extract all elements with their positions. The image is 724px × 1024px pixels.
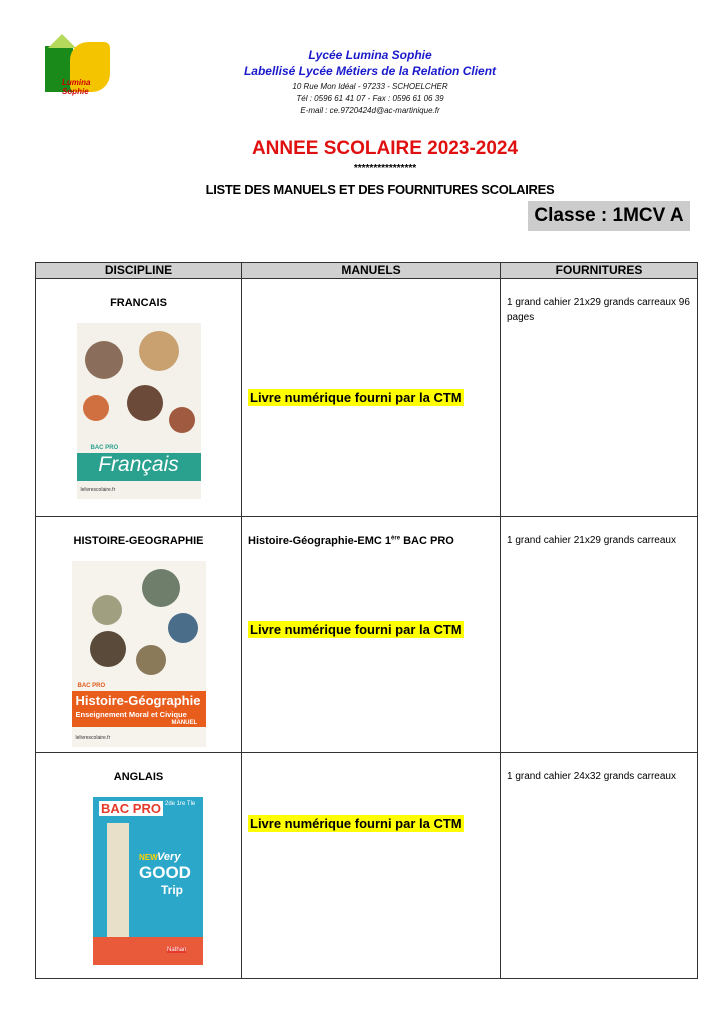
manual-digital-note: Livre numérique fourni par la CTM <box>250 816 462 831</box>
book-cover-francais: BAC PRO Français lelivrescolaire.fr <box>77 323 201 499</box>
table-row <box>36 517 698 753</box>
phone: Tél : 0596 61 41 07 - Fax : 0596 61 06 39 <box>296 94 444 103</box>
discipline-name: FRANCAIS <box>110 297 167 309</box>
table-header-row <box>36 263 698 279</box>
address: 10 Rue Mon Idéal - 97233 - SCHOELCHER <box>292 82 448 91</box>
class-label: Classe : 1MCV A <box>528 201 690 231</box>
manual-digital-note: Livre numérique fourni par la CTM <box>250 389 462 405</box>
supplies-table <box>35 262 698 979</box>
stars-divider: **************** <box>353 163 417 174</box>
school-year-title: ANNEE SCOLAIRE 2023-2024 <box>251 138 519 159</box>
header-fournitures: FOURNITURES <box>501 263 698 279</box>
table-row <box>36 753 698 979</box>
list-subtitle: LISTE DES MANUELS ET DES FOURNITURES SCOLAIRES <box>205 182 555 197</box>
school-name: Lycée Lumina Sophie <box>308 48 432 62</box>
manual-title: Histoire-Géographie-EMC 1ère BAC PRO <box>248 535 454 547</box>
email: E-mail : ce.9720424d@ac-martinique.fr <box>300 106 440 115</box>
discipline-name: HISTOIRE-GEOGRAPHIE <box>73 535 204 547</box>
header-discipline: DISCIPLINE <box>36 263 242 279</box>
book-cover-anglais: BAC PRO 2de 1re Tle NEW Very GOOD Trip Nathan <box>93 797 203 965</box>
manual-digital-note: Livre numérique fourni par la CTM <box>250 622 462 637</box>
table-row <box>36 279 698 517</box>
book-cover-histoire-geographie: BAC PRO Histoire-Géographie Enseignement Moral et Civique MANUEL lelivrescolaire.fr <box>72 561 206 747</box>
school-label: Labellisé Lycée Métiers de la Relation Client <box>243 64 497 78</box>
discipline-name: ANGLAIS <box>113 771 164 783</box>
supplies-text: 1 grand cahier 21x29 grands carreaux 96 pages <box>507 297 690 323</box>
supplies-text: 1 grand cahier 24x32 grands carreaux <box>507 771 676 782</box>
school-logo: Lumina Sophie <box>42 32 114 98</box>
supplies-text: 1 grand cahier 21x29 grands carreaux <box>507 535 676 546</box>
header-manuels: MANUELS <box>242 263 501 279</box>
